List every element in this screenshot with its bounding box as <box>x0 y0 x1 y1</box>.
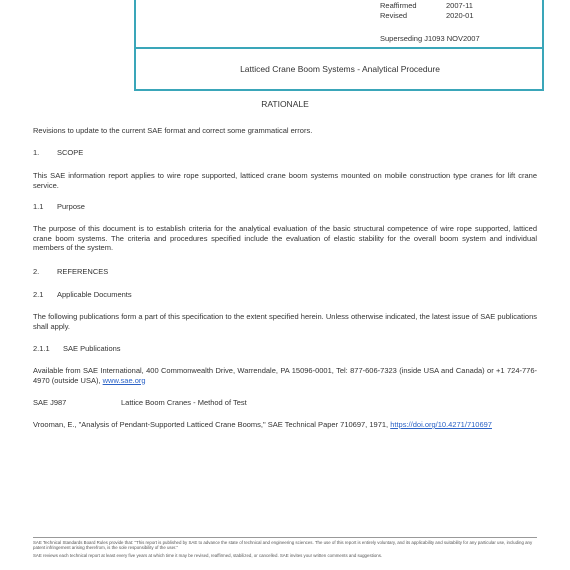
scope-text: This SAE information report applies to wire rope supported, latticed crane boom systems mounted on mobile construction type cranes for lift crane service. <box>33 171 537 190</box>
section-applicable-heading <box>33 290 537 300</box>
purpose-text: The purpose of this document is to establish criteria for the analytical evaluation of the basic structural competence of wire rope supported, latticed crane boom systems. The criteria and procedures specified include the evaluation of elastic stability for the overall boom system and individual members of the system. <box>33 224 537 252</box>
sae-publications-text <box>33 366 537 385</box>
meta-revised <box>380 11 474 21</box>
section-title: SAE Publications <box>63 344 121 353</box>
footer-divider <box>33 537 537 538</box>
reference-code: SAE J987 <box>33 398 67 407</box>
meta-label: Reaffirmed <box>380 1 417 10</box>
header-divider-left <box>134 0 136 91</box>
section-title: REFERENCES <box>57 267 109 276</box>
section-title: SCOPE <box>57 148 84 157</box>
meta-reaffirmed <box>380 1 474 11</box>
section-sae-publications-heading <box>33 344 537 354</box>
document-title: Latticed Crane Boom Systems - Analytical Procedure <box>240 64 440 74</box>
footer-paragraph: SAE Technical Standards Board Rules provide that: "This report is published by SAE to advance the state of technical and engineering sciences. The use of this report is entirely voluntary, and its applicability and suitability for any particular use, including any patent infringement arising therefrom, is the sole responsibility of the user." <box>33 540 533 551</box>
header-border-right <box>542 0 544 91</box>
sae-address: Available from SAE International, 400 Commonwealth Drive, Warrendale, PA 15096-0001, Tel: 877-606-7323 (inside USA and Canada) or +1 724-776-4970 (outside USA), <box>33 366 537 385</box>
section-scope-heading <box>33 148 537 158</box>
doi-link[interactable]: https://doi.org/10.4271/710697 <box>390 420 492 429</box>
section-number: 2.1.1 <box>33 344 50 353</box>
header-rule-middle <box>134 47 544 49</box>
reference-title: Lattice Boom Cranes - Method of Test <box>121 398 247 407</box>
meta-label: Revised <box>380 11 408 20</box>
reference-vrooman <box>33 420 537 430</box>
section-references-heading <box>33 267 537 277</box>
footer-paragraph: SAE reviews each technical report at least every five years at which time it may be revised, reaffirmed, stabilized, or cancelled. SAE invites your written comments and suggestions. <box>33 552 383 558</box>
rationale-text: Revisions to update to the current SAE format and correct some grammatical errors. <box>33 126 313 135</box>
reference-citation: Vrooman, E., "Analysis of Pendant-Supported Latticed Crane Booms," SAE Technical Paper 710697, 1971, <box>33 420 389 429</box>
section-number: 1.1 <box>33 202 44 211</box>
meta-value: 2007-11 <box>446 1 473 10</box>
section-number: 2.1 <box>33 290 44 299</box>
reference-j987 <box>33 398 537 408</box>
section-number: 1. <box>33 148 40 157</box>
document-meta <box>380 1 474 21</box>
section-title: Purpose <box>57 202 85 211</box>
footer-notice <box>33 540 537 560</box>
header-rule-bottom <box>134 89 544 91</box>
section-purpose-heading <box>33 202 537 212</box>
superseding-note: Superseding J1093 NOV2007 <box>380 34 480 43</box>
sae-website-link[interactable]: www.sae.org <box>102 375 146 385</box>
meta-value: 2020-01 <box>446 11 474 20</box>
applicable-text: The following publications form a part of this specification to the extent specified herein. Unless otherwise indicated, the latest issue of SAE publications shall apply. <box>33 312 537 331</box>
section-title: Applicable Documents <box>57 290 132 299</box>
rationale-heading: RATIONALE <box>261 99 309 109</box>
section-number: 2. <box>33 267 40 276</box>
